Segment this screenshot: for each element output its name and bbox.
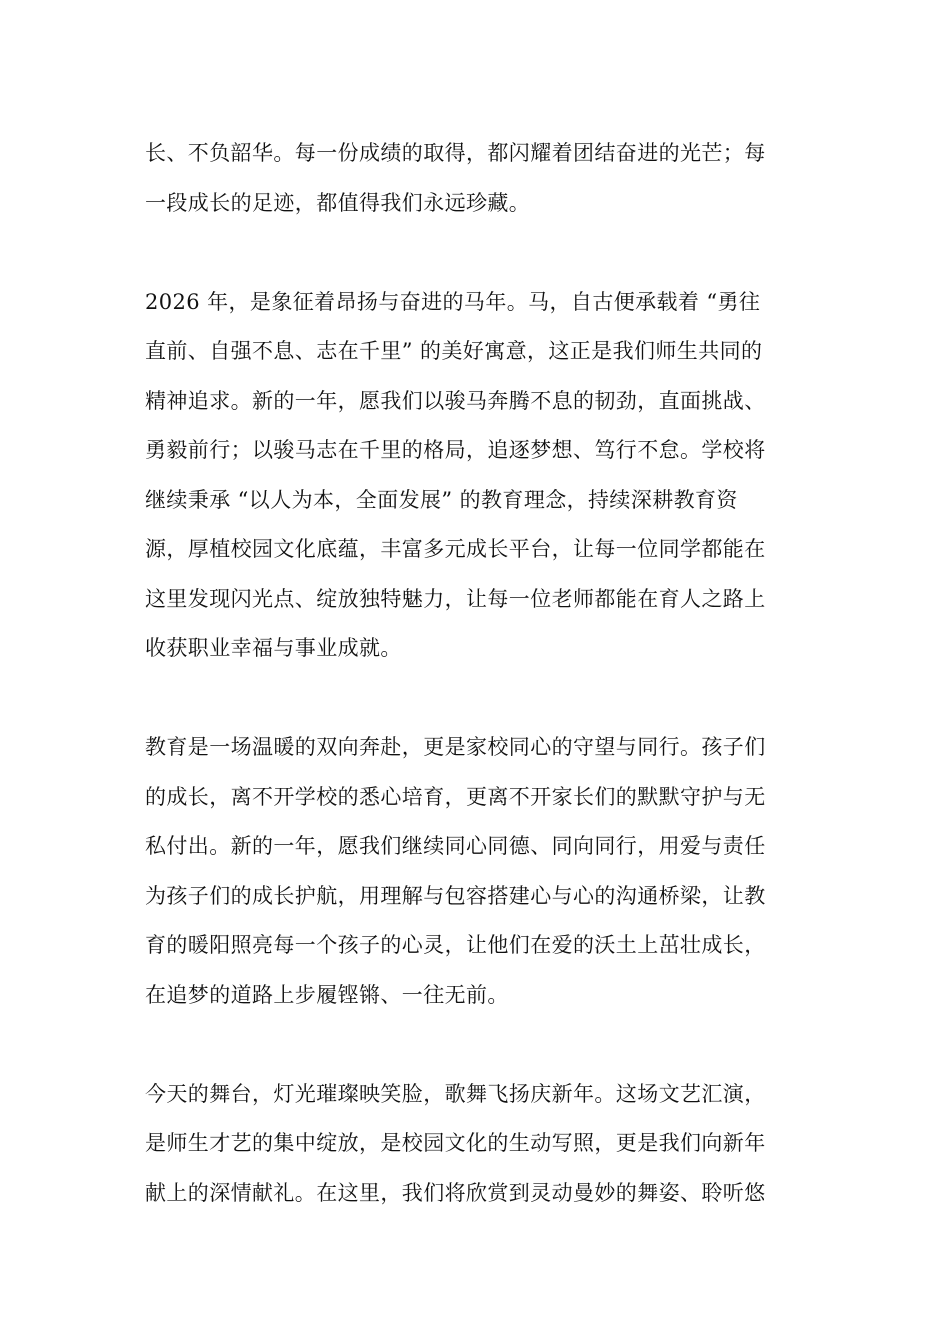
text-line: 收获职业幸福与事业成就。 [145,636,402,660]
text-line: 长、不负韶华。每一份成绩的取得，都闪耀着团结奋进的光芒；每 [145,141,766,165]
text-line: 这里发现闪光点、绽放独特魅力，让每一位老师都能在育人之路上 [145,586,766,611]
paragraph-spacer [145,1020,807,1070]
text-line: 私付出。新的一年，愿我们继续同心同德、同向同行，用爱与责任 [145,834,766,858]
text-line: 直前、自强不息、志在千里” 的美好寓意，这正是我们师生共同的 [145,339,763,363]
text-line: 一段成长的足迹，都值得我们永远珍藏。 [145,190,531,215]
text-line: 育的暖阳照亮每一个孩子的心灵，让他们在爱的沃土上茁壮成长， [145,933,766,957]
paragraph-spacer [145,674,807,724]
text-line: 献上的深情献礼。在这里，我们将欣赏到灵动曼妙的舞姿、聆听悠 [145,1180,766,1205]
text-line: 今天的舞台，灯光璀璨映笑脸，歌舞飞扬庆新年。这场文艺汇演， [145,1081,766,1106]
document-body [145,129,807,1218]
paragraph-spacer [145,228,807,278]
text-line: 在追梦的道路上步履铿锵、一往无前。 [145,982,509,1007]
text-line: 教育是一场温暖的双向奔赴，更是家校同心的守望与同行。孩子们 [145,735,766,759]
text-line: 继续秉承 “以人为本，全面发展” 的教育理念，持续深耕教育资 [145,487,738,512]
paragraph-4 [145,1070,807,1219]
text-line: 是师生才艺的集中绽放，是校园文化的生动写照，更是我们向新年 [145,1131,766,1155]
text-line: 的成长，离不开学校的悉心培育，更离不开家长们的默默守护与无 [145,784,766,809]
text-line: 为孩子们的成长护航，用理解与包容搭建心与心的沟通桥梁，让教 [145,883,766,908]
text-line: 精神追求。新的一年，愿我们以骏马奔腾不息的韧劲，直面挑战、 [145,388,766,413]
paragraph-3 [145,723,807,1020]
paragraph-2 [145,278,807,674]
text-line: 2026 年，是象征着昂扬与奋进的马年。马，自古便承载着 “勇往 [145,289,761,314]
paragraph-1 [145,129,807,228]
text-line: 勇毅前行；以骏马志在千里的格局，追逐梦想、笃行不怠。学校将 [145,438,766,462]
text-line: 源，厚植校园文化底蕴，丰富多元成长平台，让每一位同学都能在 [145,537,766,561]
